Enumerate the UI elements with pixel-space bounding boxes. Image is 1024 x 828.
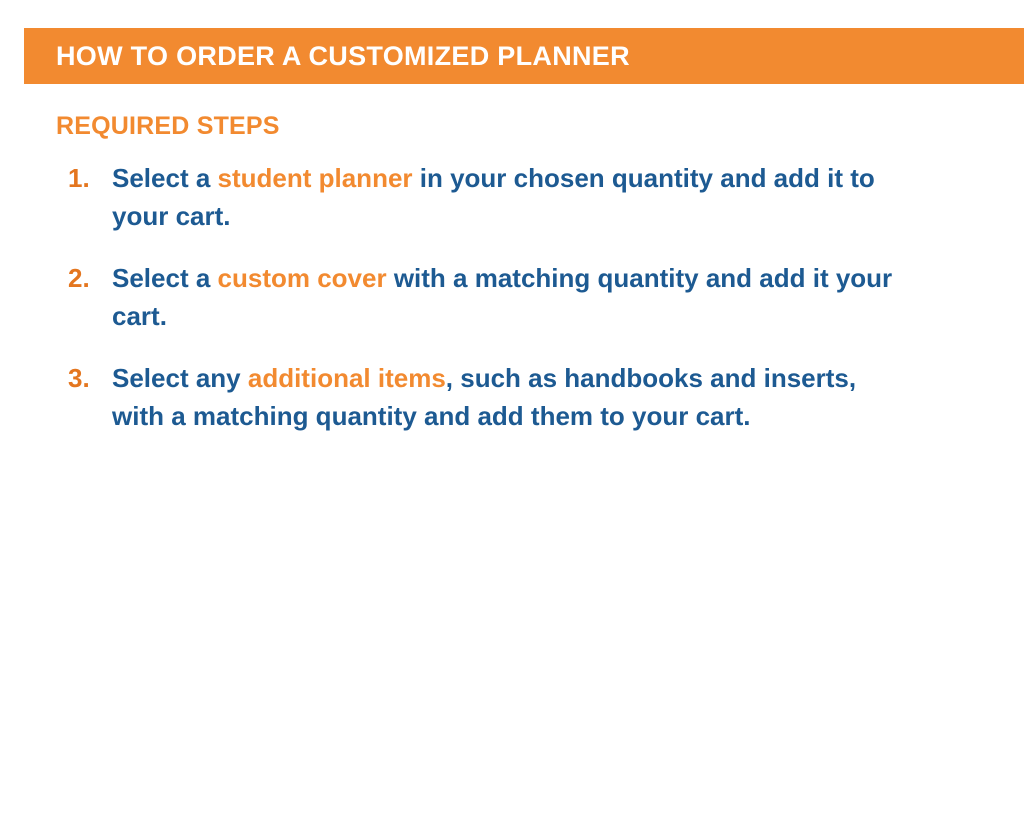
step-text-part: Select a — [112, 163, 218, 193]
step-text — [112, 159, 912, 235]
content-area — [56, 112, 976, 459]
section-title: REQUIRED STEPS — [56, 112, 280, 140]
list-item — [56, 359, 976, 435]
step-text — [112, 359, 912, 435]
step-text-part: Select any — [112, 363, 248, 393]
step-text-highlight: additional items — [247, 363, 446, 393]
step-text-part: with a matching quantity and add it your cart. — [112, 263, 893, 331]
step-text-part: Select a — [112, 263, 218, 293]
step-text-highlight: student planner — [217, 163, 413, 193]
step-text-part: , such as handbooks and inserts, with a matching quantity and add them to your cart. — [112, 363, 857, 431]
step-text-highlight: custom cover — [217, 263, 387, 293]
list-item — [56, 159, 976, 235]
step-number: 2. — [68, 263, 90, 293]
list-item — [56, 259, 976, 335]
step-text — [112, 259, 912, 335]
step-number: 1. — [68, 163, 90, 193]
page-title: HOW TO ORDER A CUSTOMIZED PLANNER — [56, 40, 630, 71]
header-banner — [24, 28, 1024, 84]
step-number: 3. — [68, 363, 90, 393]
step-text-part: in your chosen quantity and add it to your cart. — [112, 163, 875, 231]
steps-list — [56, 159, 976, 435]
